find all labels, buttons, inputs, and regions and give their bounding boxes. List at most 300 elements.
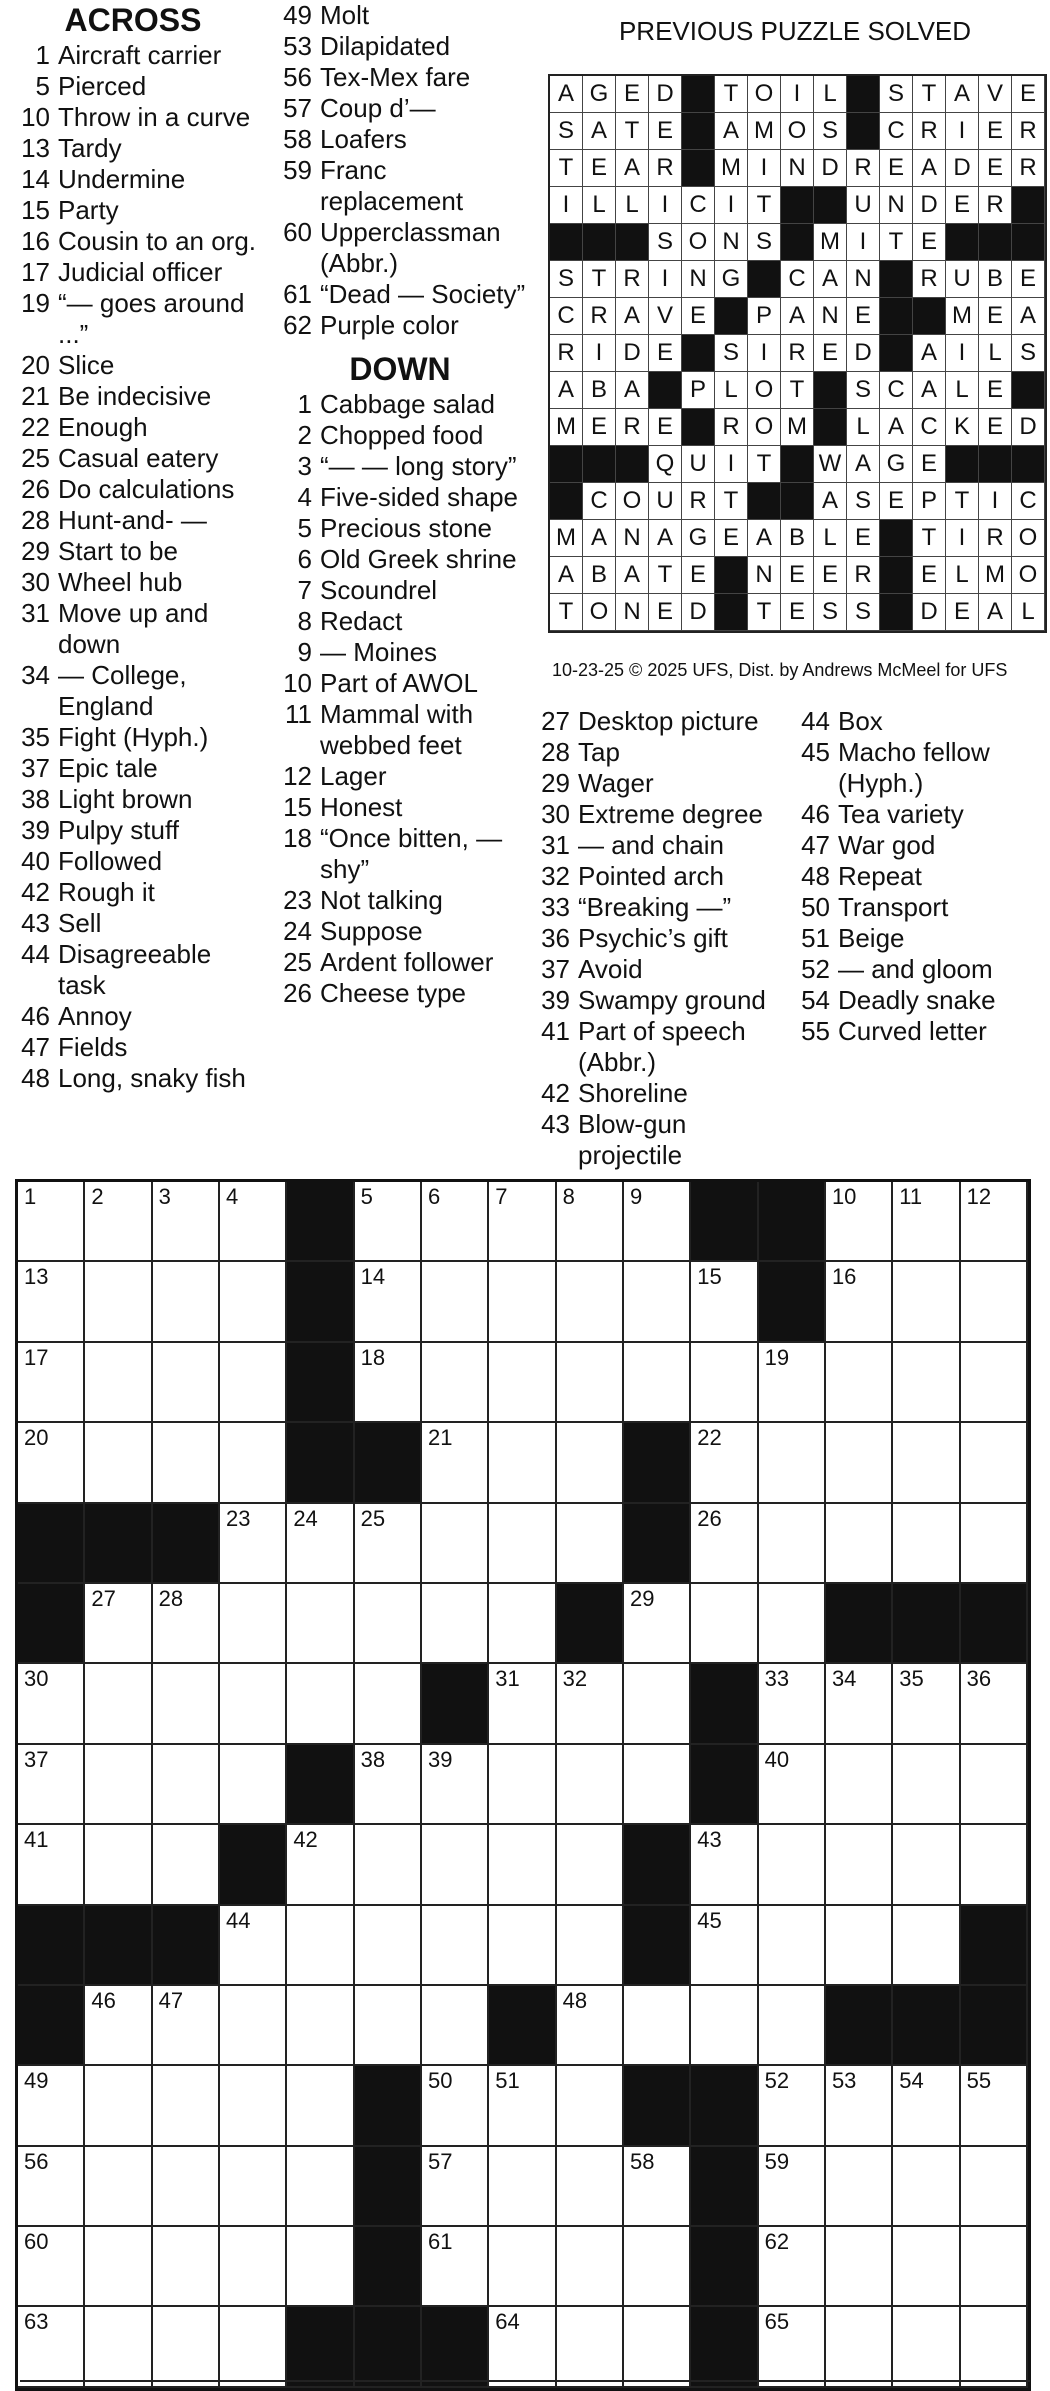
grid-cell[interactable] xyxy=(153,1664,220,1744)
grid-cell[interactable] xyxy=(759,1504,826,1584)
grid-cell[interactable] xyxy=(355,1745,422,1825)
solution-cell: N xyxy=(682,261,715,298)
solution-cell: P xyxy=(913,483,946,520)
solution-cell: A xyxy=(748,520,781,557)
grid-cell[interactable] xyxy=(422,1343,489,1423)
grid-cell[interactable] xyxy=(85,1986,152,2066)
clue-text: Redact xyxy=(320,606,403,636)
grid-cell[interactable] xyxy=(489,2227,556,2307)
solution-block xyxy=(781,483,814,520)
clue-number: 42 xyxy=(541,1078,570,1108)
clue-number: 50 xyxy=(801,892,830,922)
grid-cell[interactable] xyxy=(759,1986,826,2066)
grid-cell[interactable] xyxy=(153,1182,220,1262)
across-clue xyxy=(270,279,530,310)
grid-cell[interactable] xyxy=(961,1664,1028,1744)
grid-cell[interactable] xyxy=(85,1825,152,1905)
solution-cell: M xyxy=(814,224,847,261)
grid-cell[interactable] xyxy=(691,1584,758,1664)
clue-number: 10 xyxy=(283,668,312,698)
solution-block xyxy=(583,224,616,261)
grid-cell[interactable] xyxy=(489,1343,556,1423)
solution-cell: A xyxy=(979,594,1012,631)
grid-cell[interactable] xyxy=(759,2307,826,2387)
grid-cell[interactable] xyxy=(85,1343,152,1423)
grid-cell[interactable] xyxy=(153,2227,220,2307)
grid-cell[interactable] xyxy=(489,1262,556,1342)
grid-cell[interactable] xyxy=(557,2307,624,2387)
grid-cell[interactable] xyxy=(287,1906,354,1986)
grid-cell[interactable] xyxy=(961,1262,1028,1342)
grid-cell[interactable] xyxy=(893,1504,960,1584)
solution-cell: C xyxy=(880,113,913,150)
solution-cell: A xyxy=(550,372,583,409)
grid-cell[interactable] xyxy=(18,2066,85,2146)
grid-cell[interactable] xyxy=(287,2066,354,2146)
grid-cell[interactable] xyxy=(85,1584,152,1664)
solution-cell: S xyxy=(880,76,913,113)
solution-cell: E xyxy=(913,557,946,594)
grid-cell[interactable] xyxy=(826,2147,893,2227)
grid-cell[interactable] xyxy=(691,1343,758,1423)
grid-cell[interactable] xyxy=(153,1986,220,2066)
grid-cell[interactable] xyxy=(489,1504,556,1584)
grid-cell[interactable] xyxy=(759,1423,826,1503)
solution-cell: R xyxy=(781,335,814,372)
clue-number: 52 xyxy=(801,954,830,984)
cell-number: 27 xyxy=(91,1585,116,1611)
solution-cell: N xyxy=(748,557,781,594)
grid-block xyxy=(691,1664,758,1744)
grid-cell[interactable] xyxy=(220,2227,287,2307)
solution-cell: V xyxy=(649,298,682,335)
solution-cell: M xyxy=(550,409,583,446)
grid-cell[interactable] xyxy=(153,2066,220,2146)
grid-cell[interactable] xyxy=(422,1584,489,1664)
solution-cell: U xyxy=(649,483,682,520)
grid-cell[interactable] xyxy=(893,1182,960,1262)
solution-cell: D xyxy=(913,594,946,631)
grid-cell[interactable] xyxy=(557,1504,624,1584)
grid-cell[interactable] xyxy=(624,1664,691,1744)
cell-number: 14 xyxy=(360,1264,386,1290)
grid-cell[interactable] xyxy=(85,2227,152,2307)
grid-cell[interactable] xyxy=(422,1423,489,1503)
grid-cell[interactable] xyxy=(422,2227,489,2307)
grid-cell[interactable] xyxy=(85,1182,152,1262)
clue-text: Tea variety xyxy=(838,799,964,829)
grid-cell[interactable] xyxy=(153,1584,220,1664)
solution-cell: N xyxy=(715,224,748,261)
solution-cell: E xyxy=(649,594,682,631)
grid-cell[interactable] xyxy=(759,1745,826,1825)
grid-cell[interactable] xyxy=(893,1262,960,1342)
grid-cell[interactable] xyxy=(355,1343,422,1423)
solution-block xyxy=(880,594,913,631)
grid-cell[interactable] xyxy=(961,2307,1028,2387)
grid-cell[interactable] xyxy=(557,2066,624,2146)
solution-cell: I xyxy=(946,520,979,557)
grid-cell[interactable] xyxy=(489,2147,556,2227)
grid-cell[interactable] xyxy=(220,2307,287,2387)
grid-cell[interactable] xyxy=(624,2307,691,2387)
grid-cell[interactable] xyxy=(691,1504,758,1584)
grid-cell[interactable] xyxy=(893,1343,960,1423)
grid-cell[interactable] xyxy=(826,1745,893,1825)
grid-cell[interactable] xyxy=(961,2066,1028,2146)
grid-cell[interactable] xyxy=(893,2066,960,2146)
grid-cell[interactable] xyxy=(422,2066,489,2146)
solution-cell: I xyxy=(715,446,748,483)
grid-cell[interactable] xyxy=(489,1664,556,1744)
grid-cell[interactable] xyxy=(759,1584,826,1664)
down-clue xyxy=(788,861,1048,892)
down-clue xyxy=(528,768,788,799)
grid-cell[interactable] xyxy=(624,1986,691,2066)
grid-cell[interactable] xyxy=(489,1182,556,1262)
grid-cell[interactable] xyxy=(422,1906,489,1986)
clue-text: Enough xyxy=(58,412,148,442)
solution-cell: C xyxy=(682,187,715,224)
cell-number: 46 xyxy=(91,1987,116,2013)
grid-cell[interactable] xyxy=(557,1986,624,2066)
clue-number: 6 xyxy=(297,544,312,574)
grid-cell[interactable] xyxy=(961,2227,1028,2307)
clue-text: “— — long story” xyxy=(320,451,517,481)
grid-cell[interactable] xyxy=(85,1745,152,1825)
grid-cell[interactable] xyxy=(489,2066,556,2146)
grid-cell[interactable] xyxy=(85,2307,152,2387)
solution-cell: T xyxy=(913,76,946,113)
grid-cell[interactable] xyxy=(826,1906,893,1986)
grid-cell[interactable] xyxy=(153,2147,220,2227)
grid-cell[interactable] xyxy=(18,1745,85,1825)
grid-cell[interactable] xyxy=(355,1262,422,1342)
grid-cell[interactable] xyxy=(489,1906,556,1986)
down-clue xyxy=(270,699,530,761)
grid-cell[interactable] xyxy=(422,1262,489,1342)
grid-cell[interactable] xyxy=(220,1182,287,1262)
grid-cell[interactable] xyxy=(18,2227,85,2307)
grid-cell[interactable] xyxy=(557,1825,624,1905)
grid-cell[interactable] xyxy=(826,1343,893,1423)
solution-cell: C xyxy=(781,261,814,298)
solution-cell: A xyxy=(880,409,913,446)
cell-number: 22 xyxy=(697,1425,722,1451)
grid-cell[interactable] xyxy=(355,1182,422,1262)
solution-cell: N xyxy=(616,594,649,631)
clue-text: Upperclassman (Abbr.) xyxy=(320,217,501,278)
grid-cell[interactable] xyxy=(18,2307,85,2387)
grid-cell[interactable] xyxy=(489,2307,556,2387)
solution-cell: E xyxy=(979,298,1012,335)
grid-cell[interactable] xyxy=(287,1584,354,1664)
grid-cell[interactable] xyxy=(759,2066,826,2146)
grid-cell[interactable] xyxy=(557,2147,624,2227)
grid-cell[interactable] xyxy=(961,1745,1028,1825)
solution-cell: R xyxy=(913,113,946,150)
clue-number: 38 xyxy=(21,784,50,814)
grid-cell[interactable] xyxy=(153,1343,220,1423)
grid-cell[interactable] xyxy=(220,2147,287,2227)
grid-cell[interactable] xyxy=(624,2227,691,2307)
grid-cell[interactable] xyxy=(18,1262,85,1342)
grid-cell[interactable] xyxy=(624,1584,691,1664)
clue-text: Slice xyxy=(58,350,115,380)
grid-cell[interactable] xyxy=(220,1906,287,1986)
grid-cell[interactable] xyxy=(759,1825,826,1905)
cell-number: 63 xyxy=(24,2309,49,2335)
clue-number: 43 xyxy=(541,1109,570,1139)
solution-cell: E xyxy=(814,557,847,594)
solution-block xyxy=(682,335,715,372)
solution-cell: S xyxy=(550,261,583,298)
grid-cell[interactable] xyxy=(287,1504,354,1584)
grid-cell[interactable] xyxy=(287,2147,354,2227)
across-clue xyxy=(8,412,258,443)
grid-cell[interactable] xyxy=(826,1182,893,1262)
grid-cell[interactable] xyxy=(557,1262,624,1342)
grid-cell[interactable] xyxy=(287,1664,354,1744)
clue-number: 54 xyxy=(801,985,830,1015)
grid-cell[interactable] xyxy=(489,1423,556,1503)
grid-cell[interactable] xyxy=(18,1343,85,1423)
grid-cell[interactable] xyxy=(355,1825,422,1905)
clue-number: 5 xyxy=(35,71,50,101)
grid-cell[interactable] xyxy=(85,1262,152,1342)
grid-block xyxy=(691,2307,758,2387)
solution-block xyxy=(880,298,913,335)
solution-cell: V xyxy=(979,76,1012,113)
grid-cell[interactable] xyxy=(422,1745,489,1825)
solution-block xyxy=(1012,187,1045,224)
grid-cell[interactable] xyxy=(557,2227,624,2307)
crossword-grid[interactable] xyxy=(15,1179,1031,2391)
cell-number: 9 xyxy=(629,1184,643,1209)
grid-block xyxy=(287,2307,354,2387)
solution-block xyxy=(946,446,979,483)
grid-cell[interactable] xyxy=(961,1504,1028,1584)
clue-text: Cheese type xyxy=(320,978,466,1008)
clue-text: Not talking xyxy=(320,885,443,915)
grid-cell[interactable] xyxy=(422,2147,489,2227)
across-clue xyxy=(8,784,258,815)
clue-text: Loafers xyxy=(320,124,407,154)
grid-cell[interactable] xyxy=(893,2147,960,2227)
solution-cell: O xyxy=(748,409,781,446)
solution-cell: A xyxy=(781,298,814,335)
grid-cell[interactable] xyxy=(961,1182,1028,1262)
grid-cell[interactable] xyxy=(422,1986,489,2066)
grid-cell[interactable] xyxy=(691,1825,758,1905)
grid-cell[interactable] xyxy=(355,1664,422,1744)
clue-number: 5 xyxy=(297,513,312,543)
cell-number: 49 xyxy=(24,2068,49,2094)
solution-cell: R xyxy=(715,409,748,446)
grid-cell[interactable] xyxy=(759,1343,826,1423)
grid-cell[interactable] xyxy=(961,1343,1028,1423)
grid-cell[interactable] xyxy=(893,1664,960,1744)
clue-number: 22 xyxy=(21,412,50,442)
solution-block xyxy=(583,446,616,483)
clue-text: — and gloom xyxy=(838,954,993,984)
grid-cell[interactable] xyxy=(759,1664,826,1744)
grid-cell[interactable] xyxy=(355,1584,422,1664)
across-clue xyxy=(8,660,258,722)
grid-cell[interactable] xyxy=(691,1423,758,1503)
solution-cell: E xyxy=(649,335,682,372)
clue-number: 57 xyxy=(283,93,312,123)
grid-cell[interactable] xyxy=(287,2227,354,2307)
grid-block xyxy=(153,1504,220,1584)
clue-number: 31 xyxy=(21,598,50,628)
grid-cell[interactable] xyxy=(85,2147,152,2227)
grid-cell[interactable] xyxy=(85,1423,152,1503)
grid-cell[interactable] xyxy=(220,1262,287,1342)
grid-cell[interactable] xyxy=(422,1504,489,1584)
clue-text: Tap xyxy=(578,737,620,767)
grid-cell[interactable] xyxy=(422,1182,489,1262)
solution-cell: Q xyxy=(649,446,682,483)
down-clue xyxy=(270,668,530,699)
grid-cell[interactable] xyxy=(85,2066,152,2146)
clue-text: Mammal with webbed feet xyxy=(320,699,474,760)
cell-number: 7 xyxy=(495,1184,508,1209)
grid-cell[interactable] xyxy=(220,1664,287,1744)
grid-cell[interactable] xyxy=(557,1664,624,1744)
clue-text: Fight (Hyph.) xyxy=(58,722,209,752)
grid-cell[interactable] xyxy=(153,1825,220,1905)
grid-cell[interactable] xyxy=(691,1906,758,1986)
grid-cell[interactable] xyxy=(893,1825,960,1905)
grid-cell[interactable] xyxy=(759,2227,826,2307)
grid-cell[interactable] xyxy=(18,1825,85,1905)
grid-cell[interactable] xyxy=(18,1423,85,1503)
grid-cell[interactable] xyxy=(759,1906,826,1986)
grid-cell[interactable] xyxy=(220,1504,287,1584)
grid-cell[interactable] xyxy=(691,1262,758,1342)
grid-cell[interactable] xyxy=(153,2307,220,2387)
grid-cell[interactable] xyxy=(826,2307,893,2387)
grid-cell[interactable] xyxy=(624,1343,691,1423)
grid-cell[interactable] xyxy=(691,1986,758,2066)
grid-cell[interactable] xyxy=(961,1423,1028,1503)
grid-cell[interactable] xyxy=(489,1584,556,1664)
grid-cell[interactable] xyxy=(557,1343,624,1423)
clue-text: Pierced xyxy=(58,71,147,101)
grid-block xyxy=(691,2066,758,2146)
down-clues-column-right xyxy=(788,706,1048,1047)
cell-number: 42 xyxy=(293,1827,318,1853)
grid-cell[interactable] xyxy=(220,1423,287,1503)
grid-cell[interactable] xyxy=(961,1825,1028,1905)
grid-block xyxy=(557,1584,624,1664)
clue-text: Coup d’— xyxy=(320,93,436,123)
grid-cell[interactable] xyxy=(826,1664,893,1744)
grid-cell[interactable] xyxy=(18,1182,85,1262)
grid-cell[interactable] xyxy=(893,1906,960,1986)
solution-cell: A xyxy=(847,446,880,483)
solution-cell: R xyxy=(847,150,880,187)
grid-cell[interactable] xyxy=(759,2147,826,2227)
grid-cell[interactable] xyxy=(220,2066,287,2146)
clue-text: Scoundrel xyxy=(320,575,438,605)
clue-number: 46 xyxy=(21,1001,50,1031)
grid-cell[interactable] xyxy=(489,1825,556,1905)
grid-cell[interactable] xyxy=(153,1423,220,1503)
grid-cell[interactable] xyxy=(18,1664,85,1744)
grid-cell[interactable] xyxy=(18,2147,85,2227)
grid-cell[interactable] xyxy=(153,1262,220,1342)
clue-text: Rough it xyxy=(58,877,155,907)
grid-cell[interactable] xyxy=(624,1745,691,1825)
solution-block xyxy=(979,224,1012,261)
grid-cell[interactable] xyxy=(893,2227,960,2307)
solution-cell: A xyxy=(1012,298,1045,335)
grid-cell[interactable] xyxy=(355,1906,422,1986)
solution-cell: T xyxy=(550,150,583,187)
grid-cell[interactable] xyxy=(826,2066,893,2146)
grid-cell[interactable] xyxy=(893,1745,960,1825)
clue-text: Long, snaky fish xyxy=(58,1063,246,1093)
grid-cell[interactable] xyxy=(826,1825,893,1905)
solution-cell: M xyxy=(781,409,814,446)
clue-number: 25 xyxy=(283,947,312,977)
grid-cell[interactable] xyxy=(422,1825,489,1905)
across-clue xyxy=(8,1063,258,1094)
clue-number: 9 xyxy=(297,637,312,667)
grid-cell[interactable] xyxy=(220,1343,287,1423)
solution-cell: E xyxy=(979,113,1012,150)
grid-cell[interactable] xyxy=(961,2147,1028,2227)
solution-cell: I xyxy=(715,187,748,224)
grid-cell[interactable] xyxy=(220,1745,287,1825)
grid-cell[interactable] xyxy=(893,2307,960,2387)
grid-cell[interactable] xyxy=(220,1986,287,2066)
grid-cell[interactable] xyxy=(287,1825,354,1905)
grid-cell[interactable] xyxy=(624,2147,691,2227)
grid-cell[interactable] xyxy=(826,1423,893,1503)
solution-cell: E xyxy=(682,298,715,335)
grid-cell[interactable] xyxy=(557,1906,624,1986)
solution-cell: A xyxy=(616,298,649,335)
grid-cell[interactable] xyxy=(85,1664,152,1744)
grid-cell[interactable] xyxy=(624,1262,691,1342)
grid-cell[interactable] xyxy=(557,1423,624,1503)
grid-cell[interactable] xyxy=(624,1182,691,1262)
grid-cell[interactable] xyxy=(355,1504,422,1584)
solution-cell: R xyxy=(847,557,880,594)
grid-cell[interactable] xyxy=(489,1745,556,1825)
grid-block xyxy=(893,1986,960,2066)
grid-block xyxy=(624,1423,691,1503)
grid-cell[interactable] xyxy=(287,1986,354,2066)
grid-cell[interactable] xyxy=(355,1986,422,2066)
clue-text: Sell xyxy=(58,908,102,938)
grid-cell[interactable] xyxy=(220,1584,287,1664)
solution-cell: N xyxy=(880,187,913,224)
grid-cell[interactable] xyxy=(557,1182,624,1262)
clue-text: Psychic’s gift xyxy=(578,923,728,953)
grid-cell[interactable] xyxy=(893,1423,960,1503)
grid-cell[interactable] xyxy=(153,1745,220,1825)
solution-cell: R xyxy=(649,150,682,187)
grid-cell[interactable] xyxy=(826,1262,893,1342)
solution-cell: S xyxy=(847,483,880,520)
grid-cell[interactable] xyxy=(826,1504,893,1584)
grid-cell[interactable] xyxy=(557,1745,624,1825)
grid-cell[interactable] xyxy=(826,2227,893,2307)
